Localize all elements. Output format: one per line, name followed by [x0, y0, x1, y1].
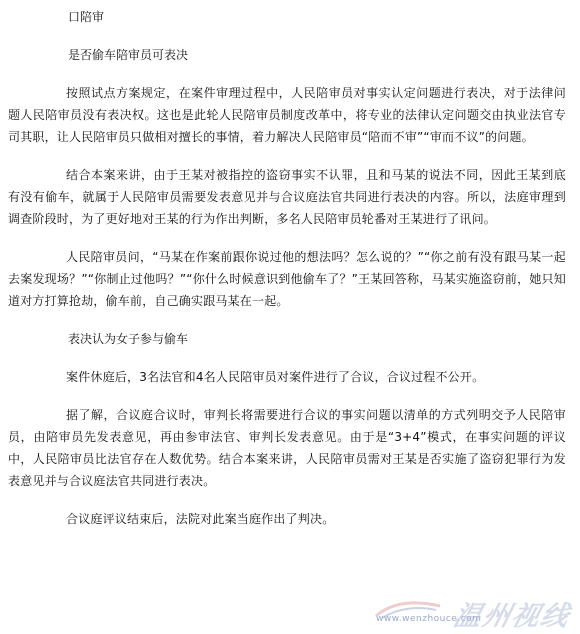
watermark-brand: 温州视线	[450, 601, 574, 632]
paragraph-case-context: 结合本案来讲，由于王某对被指控的盗窃事实不认罪，且和马某的说法不同，因此王某到底有没有偷车，就属于人民陪审员需要发表意见并与合议庭法官共同进行表决的内容。所以，法庭审理到调查阶段时，为了更好地对王某的行为作出判断，多名人民陪审员轮番对王某进行了讯问。	[8, 168, 566, 226]
paragraph-questioning: 人民陪审员问，“马某在作案前跟你说过他的想法吗？怎么说的？”“你之前有没有跟马某一起去案发现场？”“你制止过他吗？”“你什么时候意识到他偷车了？”王某回答称，马某实施盗窃前，她只知道对方打算抢劫，偷车前，自己确实跟马某在一起。	[8, 250, 566, 308]
heading-jury-vote: 是否偷车陪审员可表决	[68, 48, 189, 62]
paragraph-deliberation: 案件休庭后，3名法官和4名人民陪审员对案件进行了合议，合议过程不公开。	[66, 370, 485, 384]
paragraph-verdict: 合议庭评议结束后，法院对此案当庭作出了判决。	[66, 512, 335, 526]
section-marker: 口陪审	[68, 10, 105, 24]
watermark-site: www.wenzhouce.com	[376, 614, 482, 624]
paragraph-pilot-rules: 按照试点方案规定，在案件审理过程中，人民陪审员对事实认定问题进行表决，对于法律问题人民陪审员没有表决权。这也是此轮人民陪审员制度改革中，将专业的法律认定问题交由执业法官专司其职，让人民陪审员只做相对擅长的事情，着力解决人民陪审员“陪而不审”“审而不议”的问题。	[8, 86, 566, 144]
paragraph-process: 据了解，合议庭合议时，审判长将需要进行合议的事实问题以清单的方式列明交予人民陪审员，由陪审员先发表意见，再由参审法官、审判长发表意见。由于是“3+4”模式，在事实问题的评议中，人民陪审员比法官存在人数优势。结合本案来讲，人民陪审员需对王某是否实施了盗窃犯罪行为发表意见并与合议庭法官共同进行表决。	[8, 408, 566, 488]
watermark-logo	[374, 596, 574, 630]
heading-vote-result: 表决认为女子参与偷车	[68, 332, 189, 346]
